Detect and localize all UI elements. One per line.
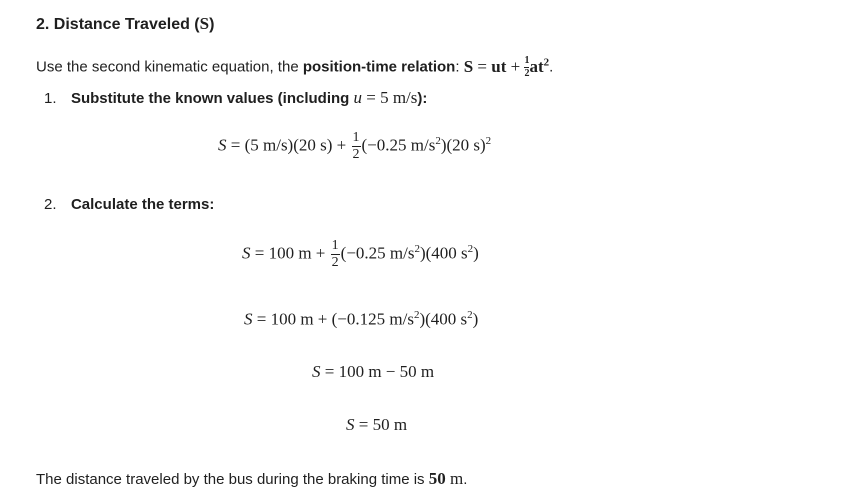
step-1-eq: = 5 m/s bbox=[362, 88, 418, 107]
eq1-frac-num: 1 bbox=[352, 130, 360, 145]
eq2-exp1: 2 bbox=[414, 242, 420, 255]
heading-prefix: 2. Distance Traveled ( bbox=[36, 16, 200, 33]
equation-4 bbox=[312, 362, 434, 382]
formula-eq: = bbox=[473, 56, 492, 76]
conclusion-end: . bbox=[463, 471, 468, 488]
eq2-frac-den: 2 bbox=[331, 255, 339, 270]
eq2-part1: = 100 m + bbox=[250, 243, 330, 263]
step-2-number: 2. bbox=[44, 196, 57, 213]
eq3-part3: ) bbox=[472, 309, 479, 329]
section-heading bbox=[36, 14, 214, 34]
heading-suffix: ) bbox=[209, 16, 215, 33]
intro-end: . bbox=[549, 58, 554, 76]
intro-text-after: : bbox=[455, 58, 464, 76]
intro-bold-text: position-time relation bbox=[302, 58, 456, 76]
eq3-exp2: 2 bbox=[467, 309, 473, 321]
eq1-part3: )(20 s) bbox=[440, 135, 486, 155]
eq1-part1: = (5 m/s)(20 s) + bbox=[226, 135, 351, 155]
eq1-exp1: 2 bbox=[435, 134, 441, 147]
step-2 bbox=[44, 196, 214, 214]
eq2-frac-num: 1 bbox=[331, 238, 339, 253]
equation-5 bbox=[346, 415, 407, 435]
eq1-lhs: S bbox=[218, 135, 227, 155]
eq3-part1: = 100 m + (−0.125 m/s bbox=[252, 309, 414, 329]
step-1-number: 1. bbox=[44, 90, 57, 107]
intro-formula bbox=[463, 55, 550, 80]
formula-lhs: S bbox=[463, 56, 474, 76]
formula-at: at bbox=[529, 56, 544, 76]
eq4-lhs: S bbox=[312, 362, 321, 381]
eq1-frac-den: 2 bbox=[352, 147, 360, 162]
step-1-label-after: ): bbox=[417, 90, 428, 107]
fraction-denominator: 2 bbox=[524, 68, 530, 80]
eq3-lhs: S bbox=[244, 309, 253, 329]
step-1 bbox=[44, 88, 427, 108]
eq2-part3: )(400 s bbox=[419, 243, 468, 263]
eq5-lhs: S bbox=[346, 415, 355, 434]
equation-2 bbox=[242, 239, 479, 270]
heading-symbol: S bbox=[199, 14, 210, 33]
eq1-fraction bbox=[352, 131, 361, 162]
formula-plus: + bbox=[506, 56, 525, 76]
eq3-part2: )(400 s bbox=[419, 309, 468, 329]
conclusion-text: The distance traveled by the bus during the braking time is bbox=[36, 471, 429, 488]
fraction-numerator: 1 bbox=[524, 55, 530, 67]
step-1-var: u bbox=[353, 88, 362, 107]
equation-1 bbox=[218, 131, 491, 162]
conclusion-paragraph bbox=[36, 469, 467, 490]
eq4-rest: = 100 m − 50 m bbox=[320, 362, 435, 381]
eq2-part4: ) bbox=[473, 243, 479, 263]
eq5-rest: = 50 m bbox=[354, 415, 408, 434]
conclusion-value: 50 bbox=[428, 469, 446, 488]
eq1-exp2: 2 bbox=[485, 134, 492, 147]
intro-paragraph bbox=[36, 52, 553, 79]
formula-exponent: 2 bbox=[543, 56, 550, 68]
eq2-exp2: 2 bbox=[467, 242, 474, 255]
step-1-label-before: Substitute the known values (including bbox=[70, 90, 354, 107]
intro-text-before: Use the second kinematic equation, the bbox=[36, 58, 303, 76]
eq2-fraction bbox=[331, 239, 340, 270]
step-2-label: Calculate the terms: bbox=[70, 196, 215, 213]
eq1-part2: (−0.25 m/s bbox=[361, 135, 436, 155]
eq2-part2: (−0.25 m/s bbox=[340, 243, 415, 263]
conclusion-unit: m bbox=[445, 469, 464, 488]
eq3-exp1: 2 bbox=[413, 309, 420, 321]
equation-3 bbox=[244, 309, 478, 330]
eq2-lhs: S bbox=[242, 243, 251, 263]
formula-ut: ut bbox=[491, 56, 507, 76]
step-1-label bbox=[71, 90, 427, 107]
